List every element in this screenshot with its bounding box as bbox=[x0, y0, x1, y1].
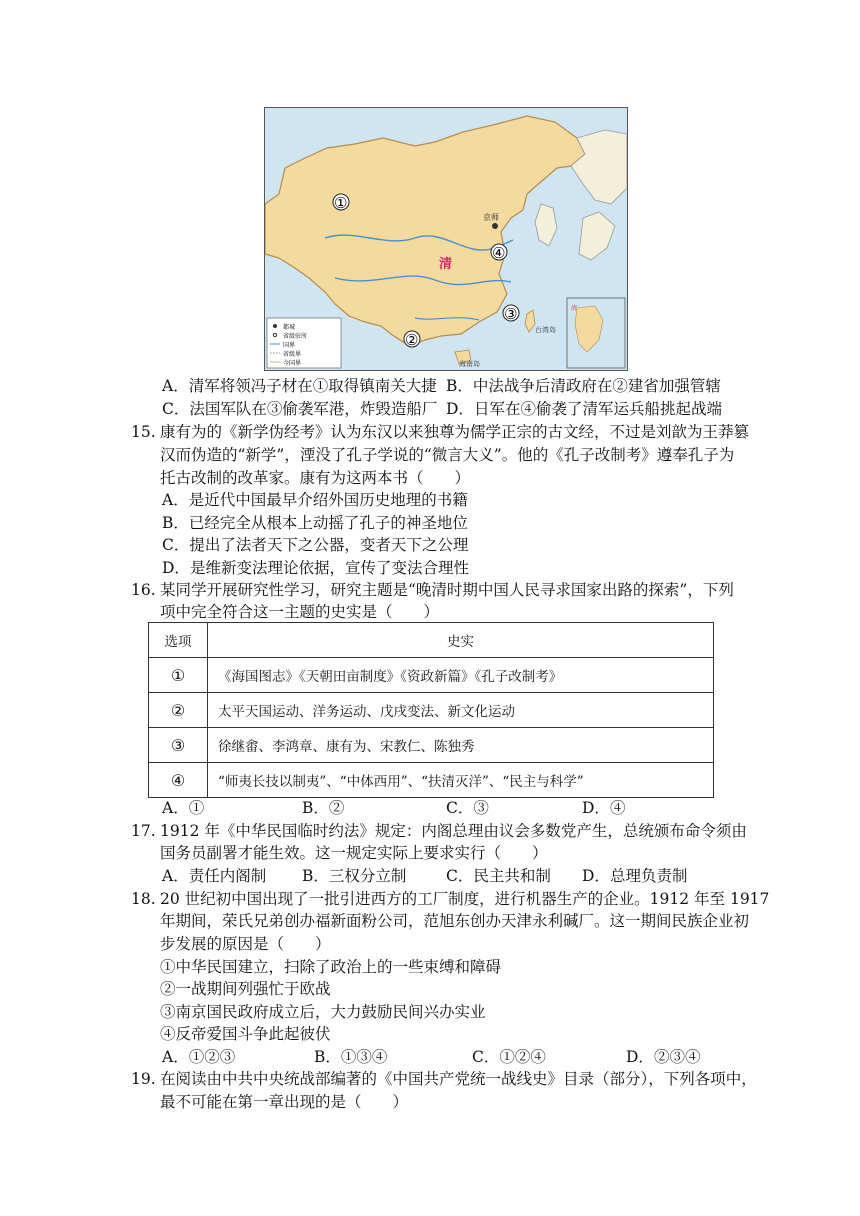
q18-option-d-text: ②③④ bbox=[653, 1048, 701, 1066]
q17-option-c-text: 民主共和制 bbox=[473, 867, 551, 885]
q16-option-d-text: ④ bbox=[609, 799, 626, 817]
q15-stem-line-1: 康有为的《新学伪经考》认为东汉以来独尊为儒学正宗的古文经，不过是刘歆为王莽篡 bbox=[160, 423, 750, 441]
qing-map-svg bbox=[265, 108, 627, 370]
q16-table bbox=[148, 622, 714, 798]
table-row bbox=[149, 763, 714, 798]
q18-item-2: ②一战期间列强忙于欧战 bbox=[160, 980, 331, 998]
legend-item-1: 省级驻所 bbox=[283, 333, 308, 340]
q17-option-d-label: D． bbox=[582, 867, 610, 885]
legend-item-0: 都城 bbox=[283, 324, 296, 331]
table-row bbox=[149, 658, 714, 693]
qing-map-figure bbox=[264, 107, 628, 371]
q18-option-b-text: ①③④ bbox=[340, 1048, 388, 1066]
qing-label: 清 bbox=[439, 257, 453, 272]
q15-number: 15. bbox=[131, 423, 156, 441]
q15-option-b-label: B． bbox=[162, 514, 189, 532]
q14-option-a[interactable] bbox=[162, 375, 437, 397]
q14-option-b[interactable] bbox=[446, 375, 721, 397]
q16-option-c[interactable] bbox=[446, 797, 489, 819]
q15-option-c-label: C． bbox=[162, 536, 190, 554]
q18-option-c-label: C． bbox=[472, 1048, 500, 1066]
q14-option-d-text: 日军在④偷袭了清军运兵船挑起战端 bbox=[473, 400, 722, 418]
q16-number: 16. bbox=[131, 581, 156, 599]
q19-stem-line-2: 最不可能在第一章出现的是（ ） bbox=[160, 1093, 409, 1111]
q14-option-a-text: 清军将领冯子材在①取得镇南关大捷 bbox=[188, 377, 437, 395]
q18-stem-line-1: 20 世纪初中国出现了一批引进西方的工厂制度，进行机器生产的企业。1912 年至 1917 bbox=[160, 890, 770, 908]
q17-number: 17. bbox=[131, 822, 156, 840]
table-cell-option: ① bbox=[149, 658, 208, 693]
q14-option-c-label: C． bbox=[162, 400, 190, 418]
q15-stem-line-2: 汉而伪造的“新学”，湮没了孔子学说的“微言大义”。他的《孔子改制考》遵奉孔子为 bbox=[160, 446, 735, 464]
q17-option-b[interactable] bbox=[302, 865, 406, 887]
q16-option-a-label: A． bbox=[162, 799, 189, 817]
inset-qing-label: 清 bbox=[571, 305, 578, 312]
q16-option-b-text: ② bbox=[328, 799, 345, 817]
q18-option-c-text: ①②④ bbox=[499, 1048, 546, 1066]
q16-stem-line-2: 项中完全符合这一主题的史实是（ ） bbox=[160, 603, 440, 621]
q17-option-a-text: 责任内阁制 bbox=[188, 867, 267, 885]
q15-option-a-text: 是近代中国最早介绍外国历史地理的书籍 bbox=[188, 491, 468, 509]
region-2-label: ② bbox=[405, 331, 419, 349]
q14-option-c[interactable] bbox=[162, 398, 437, 420]
q18-option-d-label: D． bbox=[626, 1048, 654, 1066]
q15-option-c[interactable] bbox=[162, 534, 468, 556]
q14-option-b-text: 中法战争后清政府在②建省加强管辖 bbox=[472, 377, 721, 395]
legend-capital-symbol bbox=[273, 324, 277, 328]
q18-option-b[interactable] bbox=[314, 1046, 387, 1068]
q17-option-d[interactable] bbox=[582, 865, 687, 887]
q16-option-a[interactable] bbox=[162, 797, 204, 819]
q14-option-d[interactable] bbox=[446, 398, 722, 420]
legend-item-3: 省级界 bbox=[283, 351, 302, 358]
capital-marker bbox=[492, 223, 498, 229]
legend-item-4: 今国界 bbox=[283, 360, 302, 367]
table-header-row bbox=[149, 623, 714, 658]
table-cell-facts: 太平天国运动、洋务运动、戊戌变法、新文化运动 bbox=[208, 693, 714, 728]
q18-option-a-label: A． bbox=[162, 1048, 189, 1066]
taiwan-label: 台湾岛 bbox=[535, 326, 556, 334]
q15-option-b[interactable] bbox=[162, 512, 468, 534]
table-cell-option: ② bbox=[149, 693, 208, 728]
map-legend bbox=[267, 318, 341, 368]
q15-option-b-text: 已经完全从根本上动摇了孔子的神圣地位 bbox=[188, 514, 468, 532]
table-header-facts: 史实 bbox=[208, 623, 714, 658]
q18-item-4: ④反帝爱国斗争此起彼伏 bbox=[160, 1025, 331, 1043]
q18-item-1: ①中华民国建立，扫除了政治上的一些束缚和障碍 bbox=[160, 958, 502, 976]
q15-option-d[interactable] bbox=[162, 557, 469, 579]
q16-option-a-text: ① bbox=[188, 799, 205, 817]
q18-number: 18. bbox=[131, 890, 156, 908]
q16-stem-line-1: 某同学开展研究性学习，研究主题是“晚清时期中国人民寻求国家出路的探索”，下列 bbox=[160, 581, 734, 599]
q18-option-a-text: ①②③ bbox=[188, 1048, 236, 1066]
q17-option-d-text: 总理负责制 bbox=[609, 867, 688, 885]
q18-option-c[interactable] bbox=[472, 1046, 546, 1068]
q17-option-c-label: C． bbox=[446, 867, 474, 885]
q16-option-b-label: B． bbox=[302, 799, 329, 817]
hainan-label: 海南岛 bbox=[459, 360, 480, 368]
q14-option-d-label: D． bbox=[446, 400, 474, 418]
q16-option-d-label: D． bbox=[582, 799, 610, 817]
q14-option-b-label: B． bbox=[446, 377, 473, 395]
table-cell-facts: “师夷长技以制夷”、“中体西用”、“扶清灭洋”、“民主与科学” bbox=[208, 763, 714, 798]
table-header-option: 选项 bbox=[149, 623, 208, 658]
q17-option-b-label: B． bbox=[302, 867, 329, 885]
q16-option-c-text: ③ bbox=[473, 799, 489, 817]
q17-stem-line-2: 国务员副署才能生效。这一规定实际上要求实行（ ） bbox=[160, 844, 548, 862]
q19-number: 19. bbox=[131, 1070, 156, 1088]
table-cell-facts: 徐继畬、李鸿章、康有为、宋教仁、陈独秀 bbox=[208, 728, 714, 763]
q17-option-b-text: 三权分立制 bbox=[328, 867, 407, 885]
q15-option-a[interactable] bbox=[162, 489, 468, 511]
region-3-label: ③ bbox=[504, 305, 518, 323]
region-1-label: ① bbox=[334, 194, 348, 212]
table-cell-option: ③ bbox=[149, 728, 208, 763]
table-row bbox=[149, 728, 714, 763]
q15-option-c-text: 提出了法者天下之公器，变者天下之公理 bbox=[189, 536, 469, 554]
q14-option-a-label: A． bbox=[162, 377, 189, 395]
q14-option-c-text: 法国军队在③偷袭军港，炸毁造船厂 bbox=[189, 400, 438, 418]
q17-stem-line-1: 1912 年《中华民国临时约法》规定：内阁总理由议会多数党产生，总统颁布命令须由 bbox=[160, 822, 747, 840]
capital-label: 京师 bbox=[483, 213, 499, 222]
table-row bbox=[149, 693, 714, 728]
q18-stem-line-3: 步发展的原因是（ ） bbox=[160, 935, 331, 953]
region-4-label: ④ bbox=[492, 244, 506, 262]
table-cell-facts: 《海国图志》《天朝田亩制度》《资政新篇》《孔子改制考》 bbox=[208, 658, 714, 693]
q16-option-c-label: C． bbox=[446, 799, 474, 817]
q16-option-b[interactable] bbox=[302, 797, 344, 819]
q18-option-d[interactable] bbox=[626, 1046, 700, 1068]
q18-item-3: ③南京国民政府成立后，大力鼓励民间兴办实业 bbox=[160, 1003, 486, 1021]
q17-option-a[interactable] bbox=[162, 865, 266, 887]
table-cell-option: ④ bbox=[149, 763, 208, 798]
q16-option-d[interactable] bbox=[582, 797, 625, 819]
q15-stem-line-3: 托古改制的改革家。康有为这两本书（ ） bbox=[160, 469, 471, 487]
q17-option-c[interactable] bbox=[446, 865, 551, 887]
q15-option-d-label: D． bbox=[162, 559, 190, 577]
q15-option-a-label: A． bbox=[162, 491, 189, 509]
q19-stem-line-1: 在阅读由中共中央统战部编著的《中国共产党统一战线史》目录（部分），下列各项中， bbox=[160, 1070, 757, 1088]
q18-option-b-label: B． bbox=[314, 1048, 341, 1066]
legend-item-2: 国界 bbox=[283, 342, 296, 349]
q15-option-d-text: 是维新变法理论依据，宣传了变法合理性 bbox=[189, 559, 469, 577]
q17-option-a-label: A． bbox=[162, 867, 189, 885]
q18-stem-line-2: 年期间，荣氏兄弟创办福新面粉公司，范旭东创办天津永利碱厂。这一期间民族企业初 bbox=[160, 912, 750, 930]
q18-option-a[interactable] bbox=[162, 1046, 235, 1068]
